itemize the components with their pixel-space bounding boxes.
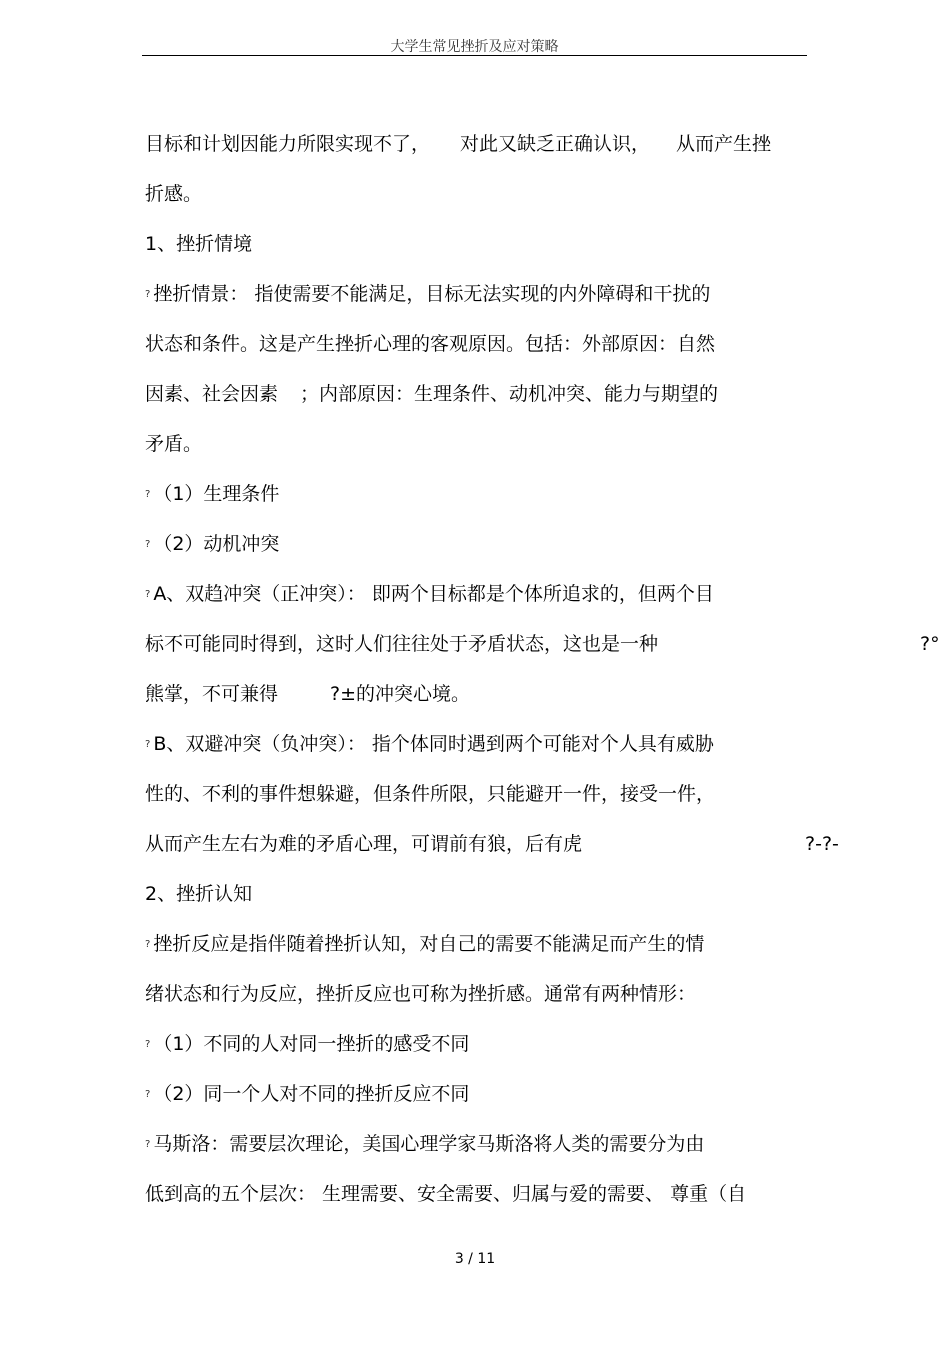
running-header: 大学生常见挫折及应对策略 [390,39,559,55]
bullet-line [145,1076,845,1126]
paragraph-line: 折感。 [145,183,203,205]
text-segment: 标不可能同时得到，这时人们往往处于矛盾状态，这也是一种 [145,633,659,655]
section-heading: 1、挫折情境 [145,233,253,255]
garbled-quote-mark: ?° [920,633,940,655]
bullet-line [145,476,845,526]
bullet-line [145,526,845,576]
text-segment: （1）不同的人对同一挫折的感受不同 [153,1033,470,1055]
text-segment: 从而产生左右为难的矛盾心理，可谓前有狼，后有虎 [145,833,583,855]
text-segment: 熊掌，不可兼得 [145,683,279,705]
text-segment: （1）生理条件 [153,483,280,505]
paragraph-line [145,626,940,676]
paragraph-line: 状态和条件。这是产生挫折心理的客观原因。包括：外部原因：自然 [145,333,716,355]
bullet-line [145,1126,845,1176]
bullet-icon: ? [145,938,151,950]
text-segment: B、双避冲突（负冲突）： 指个体同时遇到两个可能对个人具有威胁 [153,733,714,755]
paragraph-line [145,126,845,176]
bullet-icon: ? [145,538,151,550]
paragraph-line: 矛盾。 [145,433,203,455]
bullet-icon: ? [145,1038,151,1050]
text-segment: （2）动机冲突 [153,533,280,555]
text-segment: 因素、社会因素 [145,383,279,405]
bullet-line [145,576,845,626]
header-rule [142,55,807,56]
document-body [145,126,940,1226]
bullet-line [145,926,845,976]
text-segment: ?±的冲突心境。 [330,683,471,705]
bullet-line [145,276,845,326]
bullet-icon: ? [145,1088,151,1100]
text-segment: ；内部原因：生理条件、动机冲突、能力与期望的 [300,383,719,405]
bullet-line [145,1026,845,1076]
bullet-icon: ? [145,1138,151,1150]
bullet-icon: ? [145,488,151,500]
paragraph-line [145,676,845,726]
text-segment: 从而产生挫 [676,133,772,155]
paragraph-line: 绪状态和行为反应，挫折反应也可称为挫折感。通常有两种情形： [145,983,697,1005]
text-segment: A、双趋冲突（正冲突）： 即两个目标都是个体所追求的，但两个目 [153,583,714,605]
text-segment: 挫折情景： 指使需要不能满足，目标无法实现的内外障碍和干扰的 [153,283,711,305]
page-number: 3 / 11 [454,1251,496,1267]
paragraph-line [145,826,845,876]
paragraph-line: 低到高的五个层次： 生理需要、安全需要、归属与爱的需要、 尊重（自 [145,1183,747,1205]
bullet-icon: ? [145,738,151,750]
bullet-line [145,726,845,776]
paragraph-line: 性的、不利的事件想躲避，但条件所限，只能避开一件，接受一件， [145,783,716,805]
section-heading: 2、挫折认知 [145,883,253,905]
text-segment: 马斯洛：需要层次理论，美国心理学家马斯洛将人类的需要分为由 [153,1133,705,1155]
text-segment: 挫折反应是指伴随着挫折认知，对自己的需要不能满足而产生的情 [153,933,705,955]
bullet-icon: ? [145,288,151,300]
text-segment: 目标和计划因能力所限实现不了， [145,133,431,155]
bullet-icon: ? [145,588,151,600]
text-segment: 对此又缺乏正确认识， [460,133,651,155]
text-segment: （2）同一个人对不同的挫折反应不同 [153,1083,470,1105]
garbled-quote-mark: ?-?- [805,833,839,855]
paragraph-line [145,376,845,426]
